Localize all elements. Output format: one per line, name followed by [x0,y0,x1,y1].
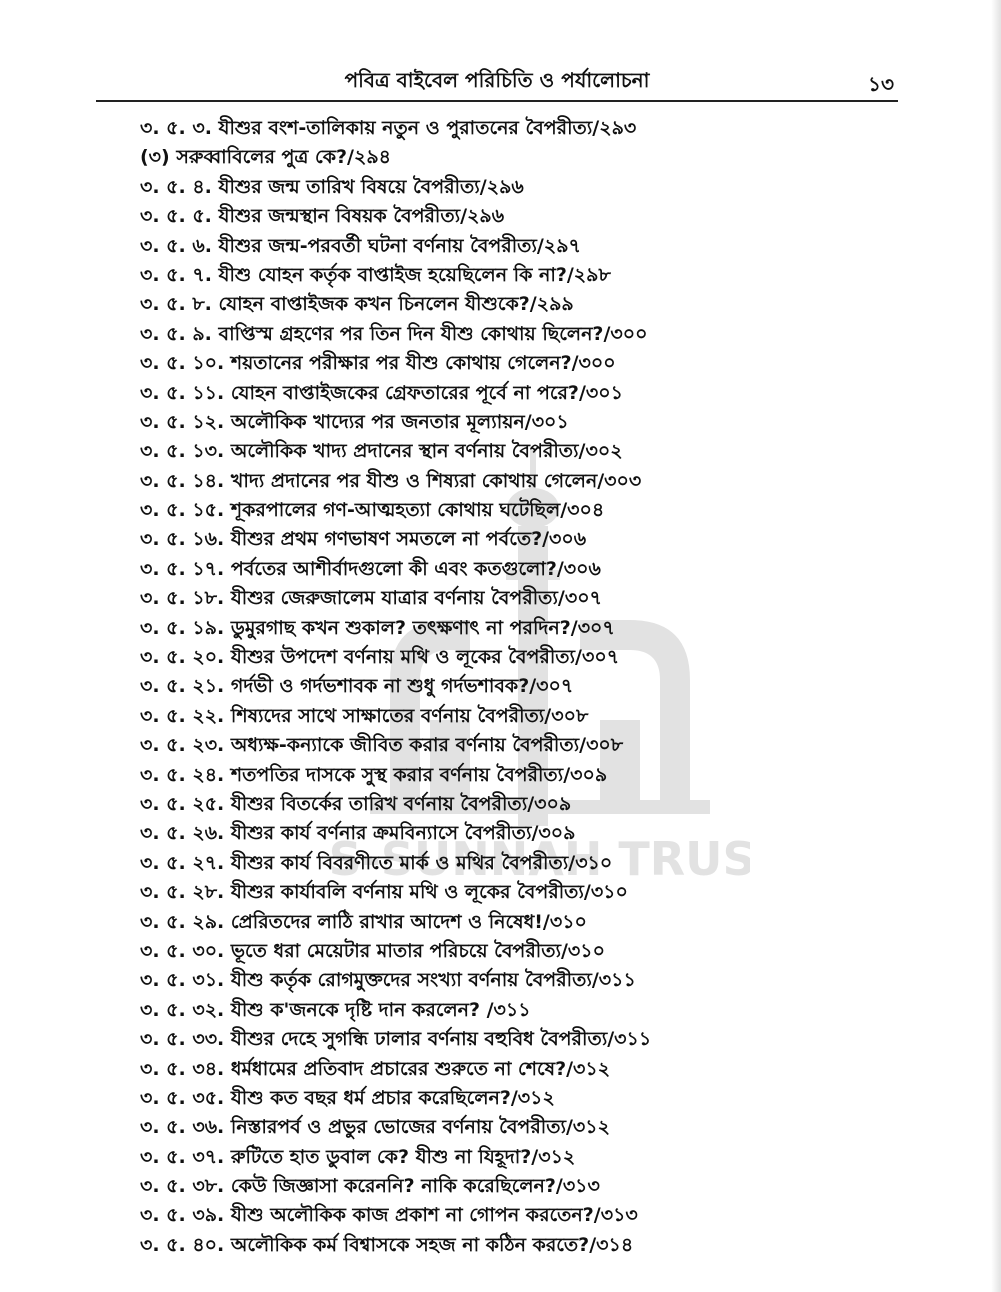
toc-entry: ৩. ৫. ১১. যোহন বাপ্তাইজকের গ্রেফতারের পূর্বে না পরে?/৩০১ [140,381,623,404]
toc-entry: ৩. ৫. ২১. গর্দভী ও গর্দভশাবক না শুধু গর্দভশাবক?/৩০৭ [140,675,574,698]
toc-entry: ৩. ৫. ২২. শিষ্যদের সাথে সাক্ষাতের বর্ণনায় বৈপরীত্য/৩০৮ [140,704,589,727]
toc-entry: ৩. ৫. ২৪. শতপতির দাসকে সুস্থ করার বর্ণনায় বৈপরীত্য/৩০৯ [140,763,608,786]
toc-entry: ৩. ৫. ৭. যীশু যোহন কর্তৃক বাপ্তাইজ হয়েছিলেন কি না?/২৯৮ [140,263,611,286]
toc-entry: ৩. ৫. ৫. যীশুর জন্মস্থান বিষয়ক বৈপরীত্য/২৯৬ [140,205,505,228]
toc-entry: ৩. ৫. ৩২. যীশু ক'জনকে দৃষ্টি দান করলেন? /৩১১ [140,998,531,1021]
toc-entry: ৩. ৫. ২৫. যীশুর বিতর্কের তারিখ বর্ণনায় বৈপরীত্য/৩০৯ [140,792,572,815]
toc-entry: ৩. ৫. ৮. যোহন বাপ্তাইজক কখন চিনলেন যীশুকে?/২৯৯ [140,293,574,316]
toc-entry: ৩. ৫. ৪০. অলৌকিক কর্ম বিশ্বাসকে সহজ না কঠিন করতে?/৩১৪ [140,1233,634,1256]
toc-entry: ৩. ৫. ৬. যীশুর জন্ম-পরবর্তী ঘটনা বর্ণনায় বৈপরীত্য/২৯৭ [140,234,581,257]
toc-entry: ৩. ৫. ২৯. প্রেরিতদের লাঠি রাখার আদেশ ও নিষেধ!/৩১০ [140,910,587,933]
toc-entry: ৩. ৫. ৩০. ভূতে ধরা মেয়েটার মাতার পরিচয়ে বৈপরীত্য/৩১০ [140,939,605,962]
toc-entry: ৩. ৫. ৯. বাপ্তিস্ম গ্রহণের পর তিন দিন যীশু কোথায় ছিলেন?/৩০০ [140,322,648,345]
toc-entry: ৩. ৫. ৩৫. যীশু কত বছর ধর্ম প্রচার করেছিলেন?/৩১২ [140,1086,555,1109]
toc-entry: ৩. ৫. ১৪. খাদ্য প্রদানের পর যীশু ও শিষ্যরা কোথায় গেলেন/৩০৩ [140,469,642,492]
toc-entry: ৩. ৫. ৩৬. নিস্তারপর্ব ও প্রভুর ভোজের বর্ণনায় বৈপরীত্য/৩১২ [140,1116,610,1139]
toc-entry: ৩. ৫. ৩. যীশুর বংশ-তালিকায় নতুন ও পুরাতনের বৈপরীত্য/২৯৩ [140,117,637,139]
toc-entry: ৩. ৫. ৩৮. কেউ জিজ্ঞাসা করেননি? নাকি করেছিলেন?/৩১৩ [140,1175,600,1198]
toc-entry: ৩. ৫. ৩৯. যীশু অলৌকিক কাজ প্রকাশ না গোপন করতেন?/৩১৩ [140,1204,638,1227]
toc-entry [140,1260,651,1289]
page-edge-shadow [991,0,1001,1292]
toc-entry: ৩. ৫. ২৮. যীশুর কার্যাবলি বর্ণনায় মথি ও লূকের বৈপরীত্য/৩১০ [140,881,628,904]
toc-entry: ৩. ৫. ২৭. যীশুর কার্য বিবরণীতে মার্ক ও মথির বৈপরীত্য/৩১০ [140,851,613,874]
toc-entry: ৩. ৫. ৪. যীশুর জন্ম তারিখ বিষয়ে বৈপরীত্য/২৯৬ [140,175,524,198]
watermark-text: S-SUNNAH TRUS [330,832,750,886]
toc-entry: ৩. ৫. ১৬. যীশুর প্রথম গণভাষণ সমতলে না পর্বতে?/৩০৬ [140,528,587,551]
toc-entry: ৩. ৫. ৩১. যীশু কর্তৃক রোগমুক্তদের সংখ্যা বর্ণনায় বৈপরীত্য/৩১১ [140,969,636,992]
toc-entry: (৩) সরুব্বাবিলের পুত্র কে?/২৯৪ [140,146,391,169]
running-header [96,62,898,102]
toc-entry: ৩. ৫. ১৭. পর্বতের আশীর্বাদগুলো কী এবং কতগুলো?/৩০৬ [140,557,601,580]
toc-entry: ৩. ৫. ২৬. যীশুর কার্য বর্ণনার ক্রমবিন্যাসে বৈপরীত্য/৩০৯ [140,822,576,845]
toc-entry: ৩. ৫. ৩৩. যীশুর দেহে সুগন্ধি ঢালার বর্ণনায় বহুবিধ বৈপরীত্য/৩১১ [140,1028,652,1051]
toc-entry: ৩. ৫. ১৯. ডুমুরগাছ কখন শুকাল? তৎক্ষণাৎ না পরদিন?/৩০৭ [140,616,615,639]
toc-entry: ৩. ৫. ১২. অলৌকিক খাদ্যের পর জনতার মূল্যায়ন/৩০১ [140,410,569,433]
toc-entry: ৩. ৫. ১৫. শূকরপালের গণ-আত্মহত্যা কোথায় ঘটেছিল/৩০৪ [140,499,605,522]
header-title: পবিত্র বাইবেল পরিচিতি ও পর্যালোচনা [344,68,650,92]
toc-entry: ৩. ৫. ৩৭. রুটিতে হাত ডুবাল কে? যীশু না যিহূদা?/৩১২ [140,1145,576,1168]
toc-entry: ৩. ৫. ২০. যীশুর উপদেশ বর্ণনায় মথি ও লূকের বৈপরীত্য/৩০৭ [140,646,620,669]
toc-entry: ৩. ৫. ২৩. অধ্যক্ষ-কন্যাকে জীবিত করার বর্ণনায় বৈপরীত্য/৩০৮ [140,734,624,757]
toc-entry: ৩. ৫. ৩৪. ধর্মধামের প্রতিবাদ প্রচারের শুরুতে না শেষে?/৩১২ [140,1057,611,1080]
toc-entry: ৩. ৫. ১৮. যীশুর জেরুজালেম যাত্রার বর্ণনায় বৈপরীত্য/৩০৭ [140,587,602,610]
toc-entry: ৩. ৫. ১৩. অলৌকিক খাদ্য প্রদানের স্থান বর্ণনায় বৈপরীত্য/৩০২ [140,440,623,463]
toc-entry: ৩. ৫. ১০. শয়তানের পরীক্ষার পর যীশু কোথায় গেলেন?/৩০০ [140,352,616,375]
page-number: ১৩ [868,72,894,96]
table-of-contents [140,114,651,1290]
